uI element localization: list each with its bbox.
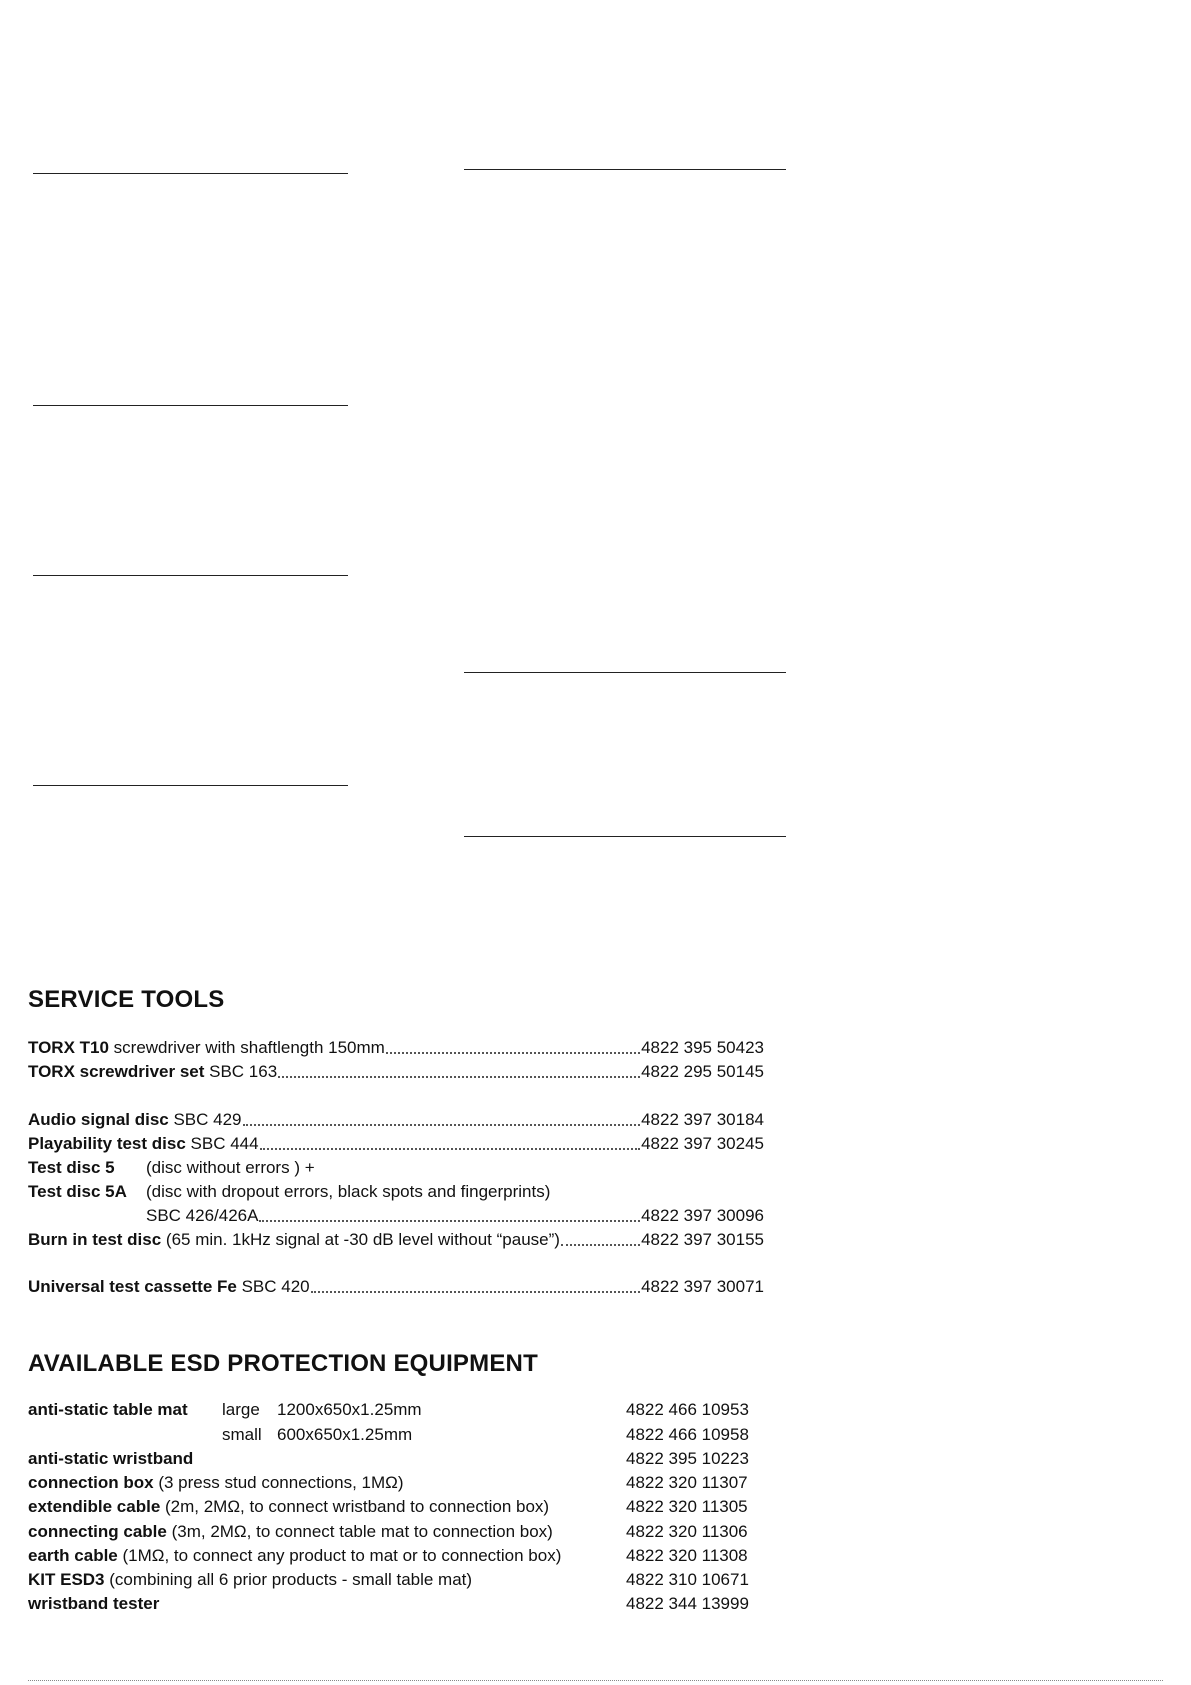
part-number: 4822 397 30155 (641, 1230, 764, 1249)
part-number: 4822 466 10958 (626, 1425, 749, 1444)
tool-row-audio-signal-disc: Audio signal disc SBC 429 4822 397 30184 (28, 1110, 764, 1129)
esd-row-kit-esd3: KIT ESD3 (combining all 6 prior products - small table mat) 4822 310 10671 (28, 1570, 749, 1589)
dot-leader (278, 1062, 640, 1078)
tool-row-torx-set: TORX screwdriver set SBC 163 4822 295 50145 (28, 1062, 764, 1081)
part-number: 4822 344 13999 (626, 1594, 749, 1613)
service-tools-heading: SERVICE TOOLS (28, 986, 225, 1013)
right-rule-1 (464, 169, 786, 170)
esd-heading: AVAILABLE ESD PROTECTION EQUIPMENT (28, 1350, 538, 1377)
left-rule-2 (33, 405, 348, 406)
dot-leader (259, 1206, 640, 1222)
esd-row-connecting-cable: connecting cable (3m, 2MΩ, to connect table mat to connection box) 4822 320 11306 (28, 1522, 748, 1541)
esd-row-earth-cable: earth cable (1MΩ, to connect any product to mat or to connection box) 4822 320 11308 (28, 1546, 748, 1565)
left-rule-1 (33, 173, 348, 174)
part-number: 4822 397 30245 (641, 1134, 764, 1153)
part-number: 4822 320 11307 (626, 1473, 748, 1492)
esd-row-table-mat-large: anti-static table mat large 1200x650x1.25mm 4822 466 10953 (28, 1400, 749, 1419)
left-rule-3 (33, 575, 348, 576)
part-number: 4822 466 10953 (626, 1400, 749, 1419)
dot-leader (260, 1134, 641, 1150)
part-number: 4822 397 30184 (641, 1110, 764, 1129)
esd-row-wristband-tester: wristband tester 4822 344 13999 (28, 1594, 749, 1613)
tool-row-torx-t10: TORX T10 screwdriver with shaftlength 150mm 4822 395 50423 (28, 1038, 764, 1057)
right-rule-3 (464, 836, 786, 837)
esd-row-extendible-cable: extendible cable (2m, 2MΩ, to connect wristband to connection box) 4822 320 11305 (28, 1497, 748, 1516)
tool-row-test-cassette: Universal test cassette Fe SBC 420 4822 397 30071 (28, 1277, 764, 1296)
dot-leader (386, 1038, 640, 1054)
part-number: 4822 397 30096 (641, 1206, 764, 1225)
part-number: 4822 295 50145 (641, 1062, 764, 1081)
part-number: 4822 395 50423 (641, 1038, 764, 1057)
part-number: 4822 320 11308 (626, 1546, 748, 1565)
right-rule-2 (464, 672, 786, 673)
dot-leader (561, 1230, 640, 1246)
tool-row-playability-disc: Playability test disc SBC 444 4822 397 30245 (28, 1134, 764, 1153)
dot-leader (311, 1277, 640, 1293)
esd-row-wristband: anti-static wristband 4822 395 10223 (28, 1449, 749, 1468)
part-number: 4822 310 10671 (626, 1570, 749, 1589)
tool-row-burn-in-disc: Burn in test disc (65 min. 1kHz signal at -30 dB level without “pause”) 4822 397 30155 (28, 1230, 764, 1249)
part-number: 4822 395 10223 (626, 1449, 749, 1468)
tool-row-test-disc-5: Test disc 5 (disc without errors ) + (28, 1158, 315, 1177)
part-number: 4822 397 30071 (641, 1277, 764, 1296)
dot-leader (243, 1110, 641, 1126)
part-number: 4822 320 11306 (626, 1522, 748, 1541)
tool-row-sbc-426: SBC 426/426A 4822 397 30096 (146, 1206, 764, 1225)
left-rule-4 (33, 785, 348, 786)
part-number: 4822 320 11305 (626, 1497, 748, 1516)
esd-row-connection-box: connection box (3 press stud connections, 1MΩ) 4822 320 11307 (28, 1473, 748, 1492)
tool-row-test-disc-5a: Test disc 5A (disc with dropout errors, black spots and fingerprints) (28, 1182, 551, 1201)
page-bottom-edge (28, 1680, 1163, 1681)
